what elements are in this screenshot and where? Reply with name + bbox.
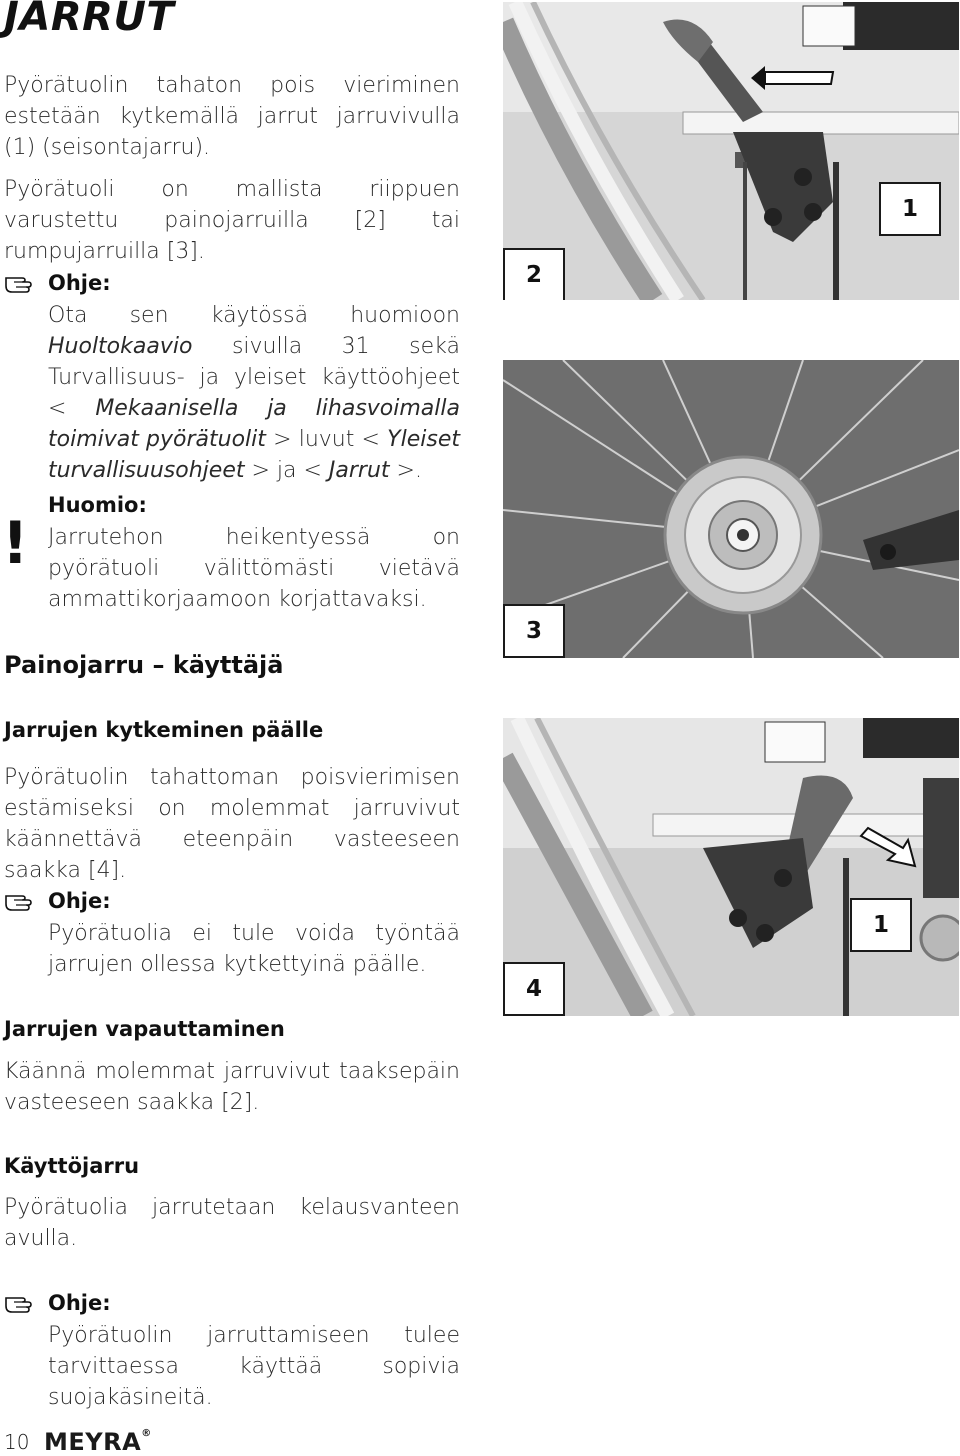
photo-drum-brake bbox=[503, 360, 959, 658]
note-text: Ota sen käytössä huomioon Huoltokaavio sivulla 31 sekä Turvallisuus- ja yleiset käyttöohjeet < Mekaanisella ja lihasvoimalla toimivat pyörätuolit > luvut < Yleiset turvallisuusohjeet > ja < Jarrut >. bbox=[48, 303, 460, 483]
page-title: JARRUT bbox=[4, 0, 175, 40]
photo-brake-lever-released bbox=[503, 2, 959, 300]
brand-logo: MEYRA® bbox=[44, 1428, 152, 1456]
note-ohje-2 bbox=[4, 886, 460, 986]
pointing-hand-icon bbox=[4, 888, 36, 914]
pointing-hand-icon bbox=[4, 270, 36, 296]
subheading-brakes-on: Jarrujen kytkeminen päälle bbox=[4, 718, 324, 742]
kayttojarru-text: Pyörätuolia jarrutetaan kelausvanteen avulla. bbox=[4, 1195, 460, 1251]
note-text: Pyörätuolin jarruttamiseen tulee tarvittaessa käyttää sopivia suojakäsineitä. bbox=[48, 1323, 460, 1410]
drum-brake-illustration bbox=[503, 360, 959, 658]
figure-callout-1: 1 bbox=[879, 182, 941, 236]
intro-text-1: Pyörätuolin tahaton pois vieriminen estetään kytkemällä jarrut jarruvivulla (1) (seisontajarru). bbox=[4, 73, 460, 160]
brakes-on-paragraph bbox=[4, 762, 460, 886]
intro-paragraph-1 bbox=[4, 70, 460, 163]
note-label: Ohje: bbox=[48, 1291, 111, 1315]
brakes-off-paragraph bbox=[4, 1056, 460, 1118]
intro-text-2: Pyörätuoli on mallista riippuen varustettu painojarruilla [2] tai rumpujarruilla [3]. bbox=[4, 177, 460, 264]
figure-tag-4: 4 bbox=[503, 962, 565, 1016]
subheading-kayttojarru: Käyttöjarru bbox=[4, 1154, 140, 1178]
intro-paragraph-2 bbox=[4, 174, 460, 267]
photo-brake-lever-engaged bbox=[503, 718, 959, 1016]
kayttojarru-paragraph bbox=[4, 1192, 460, 1254]
warning-label: Huomio: bbox=[48, 493, 147, 517]
brakes-off-text: Käännä molemmat jarruvivut taaksepäin vasteeseen saakka [2]. bbox=[4, 1059, 460, 1115]
note-text: Pyörätuolia ei tule voida työntää jarrujen ollessa kytkettyinä päälle. bbox=[48, 921, 460, 977]
pointing-hand-icon bbox=[4, 1290, 36, 1316]
warning-text: Jarrutehon heikentyessä on pyörätuoli välittömästi vietävä ammattikorjaamoon korjattavaksi. bbox=[48, 525, 460, 612]
brakes-on-text: Pyörätuolin tahattoman poisvierimisen estämiseksi on molemmat jarruvivut käännettävä eteenpäin vasteeseen saakka [4]. bbox=[4, 765, 460, 883]
warning-huomio bbox=[4, 490, 460, 620]
section-heading-painojarru: Painojarru – käyttäjä bbox=[4, 651, 284, 679]
figure-tag-2: 2 bbox=[503, 248, 565, 300]
note-ohje-1 bbox=[4, 268, 460, 483]
note-label: Ohje: bbox=[48, 889, 111, 913]
brake-engaged-illustration bbox=[503, 718, 959, 1016]
page-number: 10 bbox=[4, 1430, 30, 1454]
exclamation-icon: ! bbox=[2, 509, 29, 577]
figure-callout-1: 1 bbox=[850, 898, 912, 952]
note-label: Ohje: bbox=[48, 271, 111, 295]
note-ohje-3 bbox=[4, 1288, 460, 1410]
brake-lever-illustration bbox=[503, 2, 959, 300]
figure-tag-3: 3 bbox=[503, 604, 565, 658]
subheading-brakes-off: Jarrujen vapauttaminen bbox=[4, 1017, 285, 1041]
